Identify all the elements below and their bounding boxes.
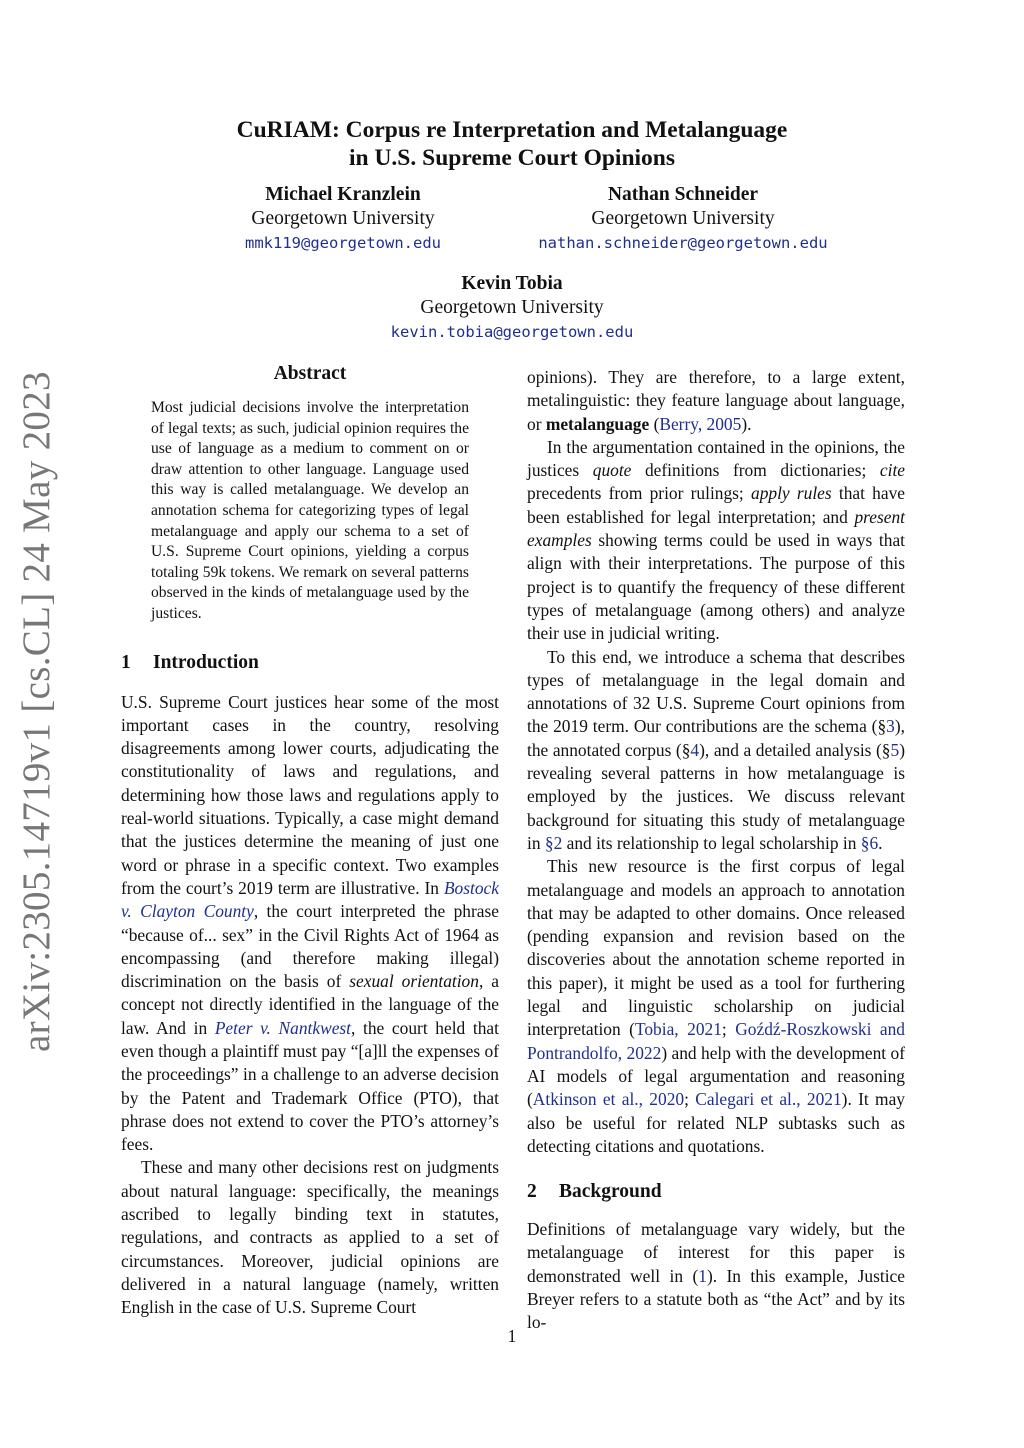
bold-term: metalanguage [545,413,650,434]
intro-paragraph-2: These and many other decisions rest on judgments about natural language: specifically, the meanings ascribed to legally binding text in statutes, regulations, and contracts as applied to a set of circumstances. Moreover, judicial opinions are delivered in a natural language (namely, written English in the case of U.S. Supreme Court [121,1157,499,1318]
abstract-heading: Abstract [273,363,347,384]
example-ref-1[interactable]: 1 [698,1265,707,1286]
author-affiliation: Georgetown University [251,208,435,229]
section-ref-6[interactable]: §6 [860,832,879,853]
citation-gozdz[interactable]: Goźdź-Roszkowski and Pontrandolfo, 2022 [527,1019,906,1063]
citation-tobia[interactable]: Tobia, 2021 [634,1019,722,1040]
section-number: 2 [527,1181,537,1203]
title-line-1: CuRIAM: Corpus re Interpretation and Metalanguage [236,117,788,143]
section-ref-3[interactable]: 3 [886,716,895,737]
author-affiliation: Georgetown University [591,208,775,229]
author-block-1 [193,183,493,255]
intro-paragraph-3: opinions). They are therefore, to a large extent, metalinguistic: they feature language about language, or metalanguage (Berry, 2005). [527,367,905,434]
author-email[interactable]: nathan.schneider@georgetown.edu [538,234,828,252]
section-ref-4[interactable]: 4 [690,739,700,760]
section-ref-2[interactable]: §2 [544,832,563,853]
intro-paragraph-4: In the argumentation contained in the opinions, the justices quote definitions from dictionaries; cite precedents from prior rulings; apply rules that have been established for legal interpretation; and present examples showing terms could be used in ways that align with their interpretations. The purpose of this project is to quantify the frequency of these different types of metalanguage (among others) and analyze their use in judicial writing. [527,436,905,644]
section-heading-introduction [121,651,499,675]
section-ref-5[interactable]: 5 [890,739,900,760]
author-block-3 [312,272,712,344]
arxiv-identifier: arXiv:2305.14719v1 [cs.CL] 24 May 2023 [15,371,58,1052]
author-affiliation: Georgetown University [420,297,604,318]
author-block-2 [503,183,863,255]
background-paragraph-1: Definitions of metalanguage vary widely, but the metalanguage of interest for this paper is demonstrated well in (1). In this example, Justice Breyer refers to a statute both as “the Act” and by its lo- [527,1219,905,1333]
intro-paragraph-6: This new resource is the first corpus of legal metalanguage and models an approach to annotation that may be adapted to other domains. Once released (pending expansion and revision based on the discoveries about the annotation scheme reported in this paper), it might be used as a tool for furthering legal and linguistic scholarship on judicial interpretation (Tobia, 2021; Goźdź-Roszkowski and Pontrandolfo, 2022) and help with the development of AI models of legal argumentation and reasoning (Atkinson et al., 2020; Calegari et al., 2021). It may also be useful for related NLP subtasks such as detecting citations and quotations. [527,856,906,1156]
author-name: Michael Kranzlein [265,184,421,205]
title-line-2: in U.S. Supreme Court Opinions [348,145,676,171]
author-email[interactable]: mmk119@georgetown.edu [245,234,441,252]
page-number: 1 [507,1326,517,1346]
section-title: Introduction [153,651,259,673]
right-column [527,366,905,1335]
abstract-text: Most judicial decisions involve the interpretation of legal texts; as such, judicial opinion requires the use of language as a medium to comment on or draw attention to other language. Language used this way is called metalanguage. We develop an annotation schema for categorizing types of legal metalanguage and apply our schema to a set of U.S. Supreme Court opinions, yielding a corpus totaling 59k tokens. We remark on several patterns observed in the kinds of metalanguage used by the justices. [151,399,469,622]
section-title: Background [559,1181,662,1203]
paper-title [0,116,1024,172]
section-number: 1 [121,651,131,673]
author-email[interactable]: kevin.tobia@georgetown.edu [390,323,634,341]
citation-atkinson[interactable]: Atkinson et al., 2020 [532,1089,685,1110]
citation-calegari[interactable]: Calegari et al., 2021 [695,1089,842,1110]
section-heading-background [527,1180,905,1204]
intro-paragraph-1: U.S. Supreme Court justices hear some of the most important cases in the country, resolving disagreements among lower courts, adjudicating the constitutionality of laws and regulations, and determining how those laws and regulations apply to real-world situations. Typically, a case might demand that the justices determine the meaning of just one word or phrase in a specific context. Two examples from the court’s 2019 term are illustrative. In Bostock v. Clayton County, the court interpreted the phrase “because of... sex” in the Civil Rights Act of 1964 as encompassing (and therefore making illegal) discrimination on the basis of sexual orientation, a concept not directly identified in the language of the law. And in Peter v. Nantkwest, the court held that even though a plaintiff must pay “[a]ll the expenses of the proceedings” in a challenge to an adverse decision by the Patent and Trademark Office (PTO), that phrase does not extend to cover the PTO’s attorney’s fees. [121,691,499,1155]
left-column [121,362,499,1320]
citation-berry[interactable]: Berry, 2005 [659,413,742,434]
author-name: Kevin Tobia [461,273,563,294]
intro-paragraph-5: To this end, we introduce a schema that describes types of metalanguage in the legal domain and annotations of 32 U.S. Supreme Court opinions from the 2019 term. Our contributions are the schema (§3), the annotated corpus (§4), and a detailed analysis (§5) revealing several patterns in how metalanguage is employed by the justices. We discuss relevant background for situating this study of metalanguage in §2 and its relationship to legal scholarship in §6. [527,646,905,853]
case-link-peter[interactable]: Peter v. Nantkwest [214,1017,352,1038]
case-link-bostock[interactable]: Bostock v. Clayton County [121,877,499,922]
author-name: Nathan Schneider [607,184,759,205]
emphasis-term: sexual orientation [349,971,479,992]
